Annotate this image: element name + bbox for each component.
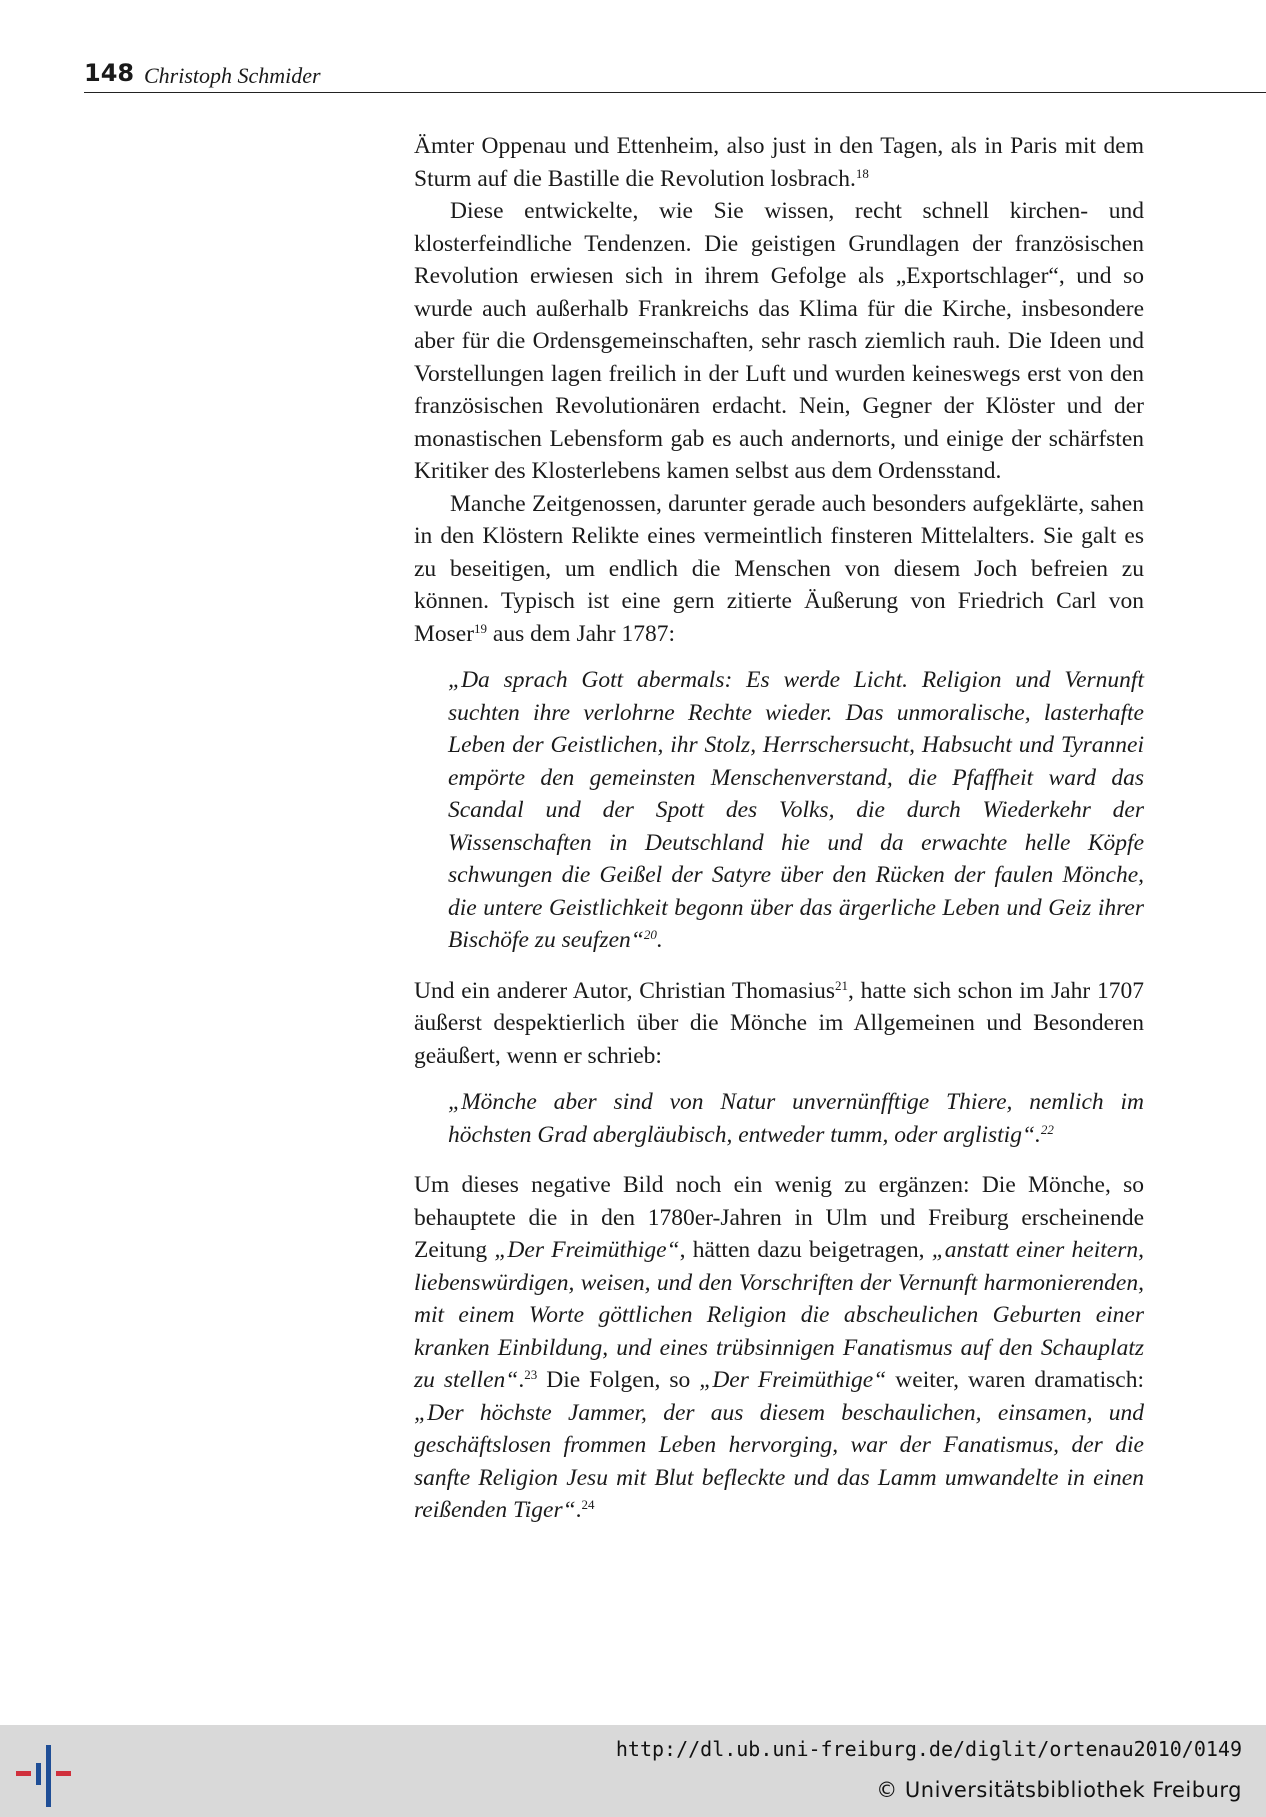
footnote-ref[interactable]: 22 xyxy=(1040,1121,1054,1137)
running-head-author: Christoph Schmider xyxy=(144,63,321,88)
paragraph-2: Diese entwickelte, wie Sie wissen, recht schnell kirchen- und klosterfeindliche Tendenzen. Die geistigen Grundlagen der französischen Revolution erwiesen sich in ihrem Gefolge als „Exportschlager“, und so wurde auch außerhalb Frankreichs das Klima für die Kirche, insbesondere aber für die Ordensgemeinschaften, sehr rasch ziemlich rauh. Die Ideen und Vorstellungen lagen freilich in der Luft und wurden keineswegs erst von den französischen Revolutionären erdacht. Nein, Gegner der Klöster und der monastischen Lebensform gab es auch andernorts, und einige der schärfsten Kritiker des Klosterlebens kamen selbst aus dem Ordensstand. xyxy=(414,198,1144,484)
footnote-ref[interactable]: 20 xyxy=(643,927,657,942)
paragraph-4 xyxy=(414,975,1144,1073)
punctuation: . xyxy=(518,1367,525,1393)
page-header xyxy=(84,58,1266,93)
paragraph-text: Und ein anderer Autor, Christian Thomasius xyxy=(414,977,835,1004)
footer-bar xyxy=(0,1725,1266,1817)
footnote-ref[interactable]: 21 xyxy=(834,977,848,993)
paragraph-text: , hätten dazu beigetragen, xyxy=(679,1237,932,1263)
paragraph-text: , hatte sich schon im Jahr 1707 äußerst despektierlich über die Mönche im Allgemeinen und Besonderen geäußert, wenn er schrieb: xyxy=(414,977,1144,1069)
paragraph-1 xyxy=(414,130,1144,195)
block-quote-1 xyxy=(414,664,1144,957)
block-quote-2 xyxy=(414,1086,1144,1151)
ub-freiburg-logo-icon xyxy=(16,1745,80,1807)
footnote-ref[interactable]: 23 xyxy=(524,1367,538,1382)
quote-end: . xyxy=(656,927,663,953)
inline-quote: „anstatt einer heitern, liebenswürdigen, weisen, und den Vorschriften der Vernunft harmonierenden, mit einem Worte göttlichen Religion die abscheulichen Geburten einer kranken Einbildung, und eines trübsinnigen Fanatismus auf den Schauplatz zu stellen“ xyxy=(414,1237,1144,1393)
footnote-ref[interactable]: 18 xyxy=(855,165,869,181)
source-url-link[interactable]: http://dl.ub.uni-freiburg.de/diglit/ortenau2010/0149 xyxy=(615,1737,1242,1761)
quote-text: „Da sprach Gott abermals: Es werde Licht. Religion und Vernunft suchten ihre verlohrne Rechte wieder. Das unmoralische, lasterhafte Leben der Geistlichen, ihr Stolz, Herrschersucht, Habsucht und Tyrannei empörte den gemeinsten Menschenverstand, die Pfaffheit ward das Scandal und der Spott des Volks, die durch Wiederkehr der Wissenschaften in Deutschland hie und da erwachte helle Köpfe schwungen die Geißel der Satyre über den Rücken der faulen Mönche, die untere Geistlichkeit begonn über das ärgerliche Leben und Geiz ihrer Bischöfe zu seufzen“ xyxy=(448,667,1144,953)
footnote-ref[interactable]: 19 xyxy=(474,620,488,636)
paragraph-text: Ämter Oppenau und Ettenheim, also just in den Tagen, als in Paris mit dem Sturm auf die Bastille die Revolution losbrach. xyxy=(414,133,1144,192)
body-text xyxy=(414,130,1144,1527)
newspaper-title: „Der Freimüthige“ xyxy=(699,1367,887,1393)
quote-text: „Mönche aber sind von Natur unvernünfftige Thiere, nemlich im höchsten Grad abergläubisch, entweder tumm, oder arglistig“. xyxy=(448,1089,1144,1148)
paragraph-5 xyxy=(414,1169,1144,1527)
paragraph-text: weiter, waren dramatisch: xyxy=(886,1367,1145,1393)
page-number: 148 xyxy=(84,59,135,87)
copyright-notice: © Universitätsbibliothek Freiburg xyxy=(876,1778,1242,1802)
paragraph-text: Manche Zeitgenossen, darunter gerade auch besonders aufgeklärte, sahen in den Klöstern Relikte eines vermeintlich finsteren Mittelalters. Sie galt es zu beseitigen, um endlich die Menschen von diesem Joch befreien zu können. Typisch ist eine gern zitierte Äußerung von Friedrich Carl von Moser xyxy=(414,490,1144,647)
paragraph-3 xyxy=(414,488,1144,651)
paragraph-text: Um dieses negative Bild noch ein wenig zu ergänzen: Die Mönche, so behauptete die in den 1780er-Jahren in Ulm und Freiburg erscheinende Zeitung xyxy=(414,1172,1144,1263)
punctuation: . xyxy=(575,1497,582,1523)
inline-quote: „Der höchste Jammer, der aus diesem beschaulichen, einsamen, und geschäftslosen frommen Leben hervorging, war der Fanatismus, der die sanfte Religion Jesu mit Blut befleckte und das Lamm umwandelte in einen reißenden Tiger“ xyxy=(414,1399,1144,1523)
newspaper-title: „Der Freimüthige“ xyxy=(494,1237,680,1263)
paragraph-text: aus dem Jahr 1787: xyxy=(487,620,676,647)
footnote-ref[interactable]: 24 xyxy=(581,1497,595,1512)
paragraph-text: Die Folgen, so xyxy=(537,1367,700,1393)
